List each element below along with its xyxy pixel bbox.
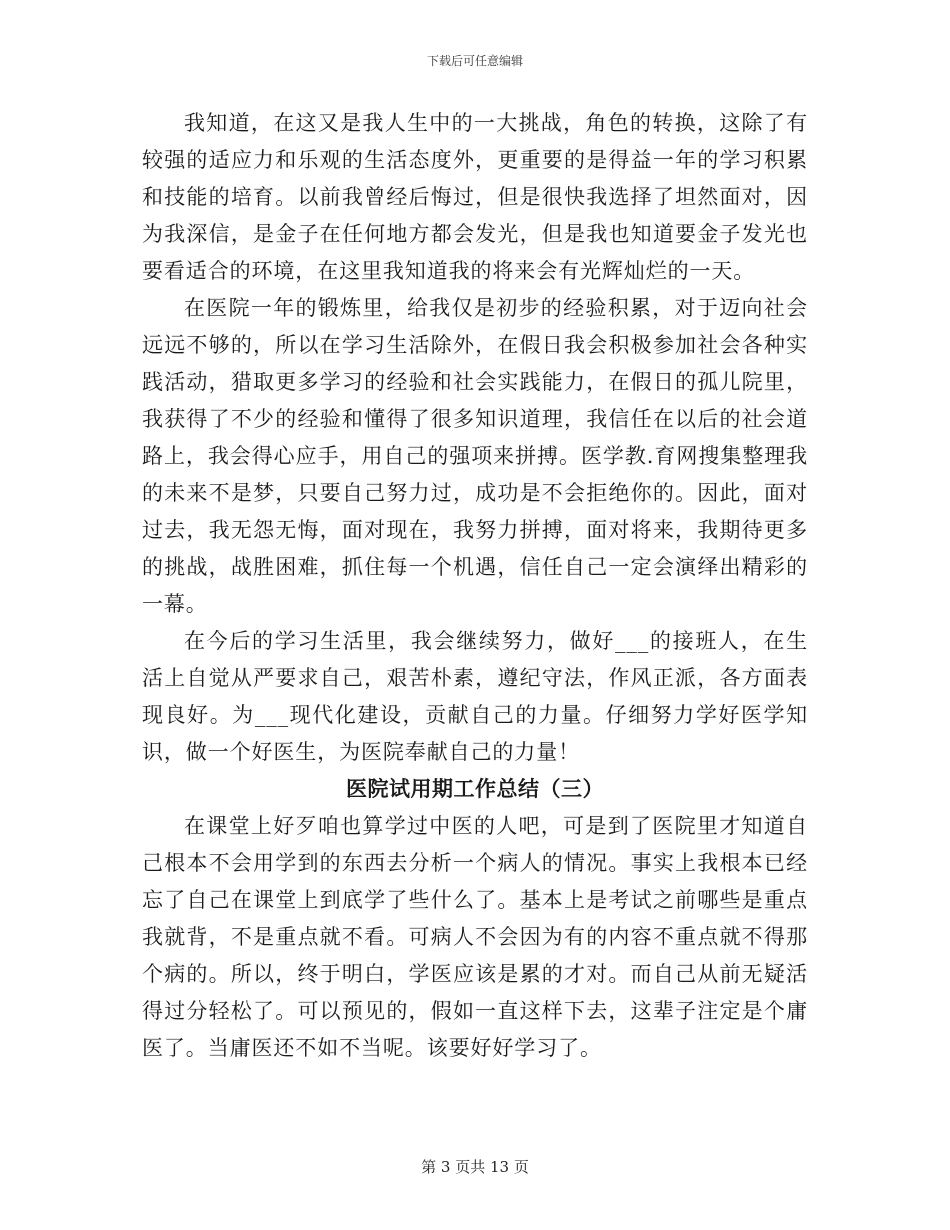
paragraph-3: 在今后的学习生活里，我会继续努力，做好___的接班人，在生活上自觉从严要求自己，艰苦朴素，遵纪守法，作风正派，各方面表现良好。为___现代化建设，贡献自己的力量。仔细努力学好医学知识，做一个好医生，为医院奉献自己的力量！: [142, 629, 808, 764]
section-title: 医院试用期工作总结（三）: [346, 777, 604, 801]
paragraph-2: 在医院一年的锻炼里，给我仅是初步的经验积累，对于迈向社会远远不够的，所以在学习生活除外，在假日我会积极参加社会各种实践活动，猎取更多学习的经验和社会实践能力，在假日的孤儿院里，我获得了不少的经验和懂得了很多知识道理，我信任在以后的社会道路上，我会得心应手，用自己的强项来拼搏。医学教.育网搜集整理我的未来不是梦，只要自己努力过，成功是不会拒绝你的。因此，面对过去，我无怨无悔，面对现在，我努力拼搏，面对将来，我期待更多的挑战，战胜困难，抓住每一个机遇，信任自己一定会演绎出精彩的一幕。: [142, 296, 808, 616]
paragraph-1: 我知道，在这又是我人生中的一大挑战，角色的转换，这除了有较强的适应力和乐观的生活态度外，更重要的是得益一年的学习积累和技能的培育。以前我曾经后悔过，但是很快我选择了坦然面对，因为我深信，是金子在任何地方都会发光，但是我也知道要金子发光也要看适合的环境，在这里我知道我的将来会有光辉灿烂的一天。: [142, 111, 808, 283]
page-header-note: 下载后可任意编辑: [426, 54, 523, 68]
page-number: 第 3 页共 13 页: [421, 1158, 529, 1176]
document-body: [142, 105, 808, 1067]
section-paragraph: 在课堂上好歹咱也算学过中医的人吧，可是到了医院里才知道自己根本不会用学到的东西去分析一个病人的情况。事实上我根本已经忘了自己在课堂上到底学了些什么了。基本上是考试之前哪些是重点我就背，不是重点就不看。可病人不会因为有的内容不重点就不得那个病的。所以，终于明白，学医应该是累的才对。而自己从前无疑活得过分轻松了。可以预见的，假如一直这样下去，这辈子注定是个庸医了。当庸医还不如不当呢。该要好好学习了。: [142, 814, 808, 1060]
